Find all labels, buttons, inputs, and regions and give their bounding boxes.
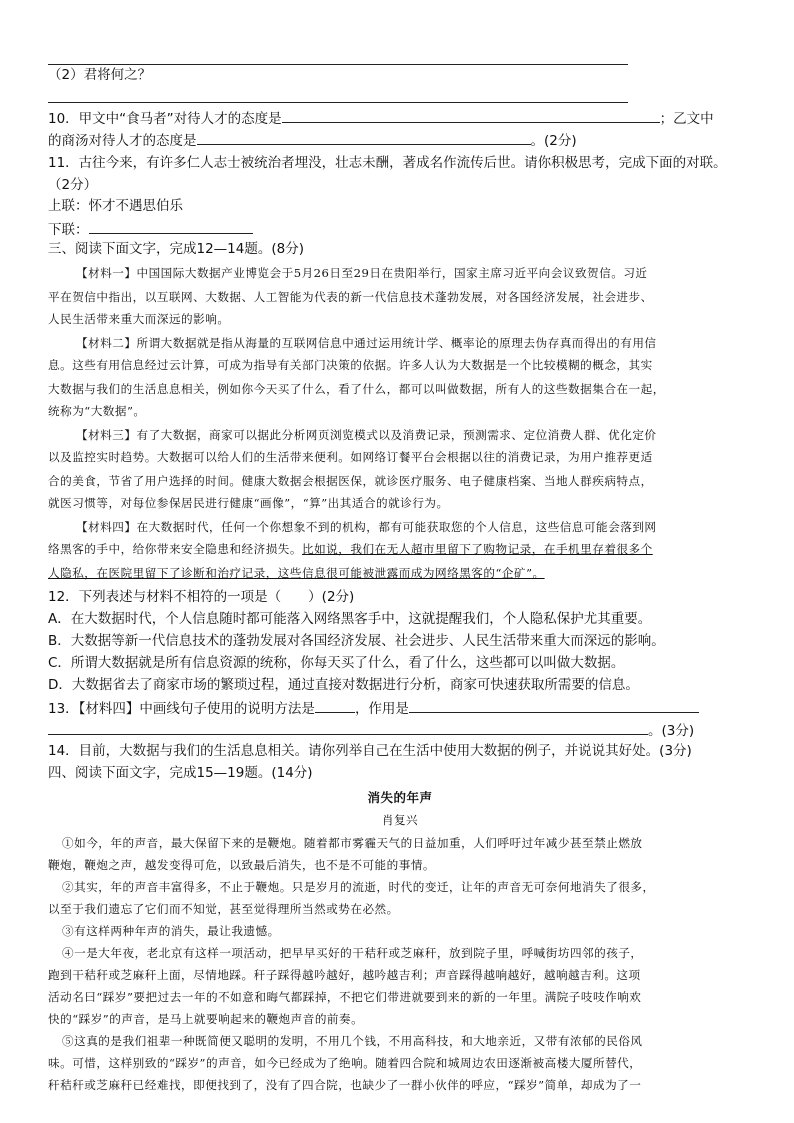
q10-text: 10．甲文中“食马者”对待人才的态度是 bbox=[48, 111, 282, 127]
q10-text: ；乙文中 bbox=[659, 111, 714, 127]
q13-line2 bbox=[48, 720, 694, 740]
section-3-heading: 三、阅读下面文字，完成12—14题。(8分) bbox=[48, 241, 304, 257]
material-line: 合的美食，节省了用户选择的时间。健康大数据会根据医保，就诊医疗服务、电子健康档案、当地人群疾病特点， bbox=[48, 474, 653, 488]
material-text: 络黑客的手中，给你带来安全隐患和经济损失。 bbox=[48, 542, 302, 556]
essay-line: 鞭炮，鞭炮之声，越发变得可危，以致最后消失，也不是不可能的事情。 bbox=[48, 858, 436, 872]
q13-text: 13．【材料四】中画线句子使用的说明方法是 bbox=[48, 701, 315, 717]
answer-blank[interactable] bbox=[315, 698, 355, 713]
q10-line2 bbox=[48, 130, 577, 150]
essay-line: ⑤这真的是我们祖辈一种既简便又聪明的发明，不用几个钱，不用高科技，和大地亲近，又带有浓郁的民俗风 bbox=[62, 1034, 643, 1048]
material-line: 人民生活带来重大而深远的影响。 bbox=[48, 312, 230, 326]
couplet-upper: 上联：怀才不遇思伯乐 bbox=[48, 198, 183, 214]
essay-line: ②其实，年的声音丰富得多，不止于鞭炮。只是岁月的流逝，时代的变迁，让年的声音无可奈何地消失了很多， bbox=[62, 880, 655, 894]
answer-line bbox=[48, 64, 628, 65]
underlined-sentence: 人隐私，在医院里留下了诊断和治疗记录，这些信息很可能被泄露而成为网络黑客的“企矿”。 bbox=[48, 566, 545, 580]
q13-score: 。(3分) bbox=[648, 723, 695, 739]
material-line: 【材料四】在大数据时代，任何一个你想象不到的机构，都有可能获取您的个人信息，这些信息可能会落到网 bbox=[76, 520, 657, 534]
q11-score: （2分） bbox=[48, 177, 98, 193]
q13-line1 bbox=[48, 698, 699, 718]
material-line: 【材料二】所谓大数据就是指从海量的互联网信息中通过运用统计学、概率论的原理去伪存真而得出的有用信 bbox=[76, 336, 657, 350]
q12-option-c[interactable]: C．所谓大数据就是所有信息资源的统称，你每天买了什么，看了什么，这些都可以叫做大数据。 bbox=[48, 655, 625, 671]
essay-line: ④一是大年夜，老北京有这样一项活动，把早早买好的干秸秆或芝麻秆，放到院子里，呼喊街坊四邻的孩子， bbox=[62, 946, 643, 960]
essay-line: 活动名曰“踩岁”要把过去一年的不如意和晦气都踩掉，不把它们带进就要到来的新的一年里。满院子吱吱作响欢 bbox=[48, 990, 642, 1004]
q10-score: 。(2分) bbox=[530, 133, 577, 149]
answer-blank[interactable] bbox=[409, 698, 699, 713]
material-line: 大数据与我们的生活息息相关，例如你今天买了什么，看了什么，都可以叫做数据，所有人的这些数据集合在一起， bbox=[48, 382, 665, 396]
material-line: 以及监控实时趋势。大数据可以给人们的生活带来便利。如网络订餐平台会根据以往的消费记录，为用户推荐更适 bbox=[48, 450, 653, 464]
material-line: 就医习惯等，对每位参保居民进行健康“画像”，“算”出其适合的就诊行为。 bbox=[48, 496, 449, 510]
q12-option-d[interactable]: D．大数据省去了商家市场的繁琐过程，通过直接对数据进行分析，商家可快速获取所需要的信息。 bbox=[48, 677, 639, 693]
q12-option-a[interactable]: A．在大数据时代，个人信息随时都可能落入网络黑客手中，这就提醒我们，个人隐私保护尤其重要。 bbox=[48, 611, 652, 627]
q13-text: ，作用是 bbox=[354, 701, 409, 717]
material-line bbox=[48, 540, 653, 558]
essay-line: 跑到干秸秆或芝麻秆上面，尽情地踩。秆子踩得越吟越好，越吟越吉利；声音踩得越响越好，越响越吉利。这项 bbox=[48, 968, 641, 982]
answer-blank[interactable] bbox=[48, 720, 648, 735]
answer-line bbox=[48, 102, 628, 103]
q11-stem: 11．古往今来，有许多仁人志士被统治者埋没，壮志未酬，著成名作流传后世。请你积极思考，完成下面的对联。 bbox=[48, 155, 727, 171]
material-line: 统称为“大数据”。 bbox=[48, 404, 146, 418]
q9-subquestion: （2）君将何之？ bbox=[48, 67, 152, 83]
q10-text: 的商汤对待人才的态度是 bbox=[48, 133, 197, 149]
essay-line: ①如今，年的声音，最大保留下来的是鞭炮。随着都市雾霾天气的日益加重，人们呼吁过年减少甚至禁止燃放 bbox=[62, 836, 643, 850]
couplet-lower bbox=[48, 219, 253, 239]
answer-blank[interactable] bbox=[197, 130, 531, 145]
essay-line: ③有这样两种年声的消失，最让我遗憾。 bbox=[62, 924, 280, 938]
couplet-lower-label: 下联： bbox=[48, 222, 89, 238]
essay-line: 以至于我们遗忘了它们而不知觉，甚至觉得理所当然或势在必然。 bbox=[48, 902, 399, 916]
essay-line: 秆秸秆或芝麻秆已经难找，即便找到了，没有了四合院，也缺少了一群小伙伴的呼应，“踩岁”简单，却成为了一 bbox=[48, 1078, 642, 1092]
q14-stem: 14．目前，大数据与我们的生活息息相关。请你列举自己在生活中使用大数据的例子，并说说其好处。(3分) bbox=[48, 743, 692, 759]
underlined-sentence: 比如说，我们在无人超市里留下了购物记录，在手机里存着很多个 bbox=[301, 542, 653, 556]
material-line: 息。这些有用信息经过云计算，可成为指导有关部门决策的依据。许多人认为大数据是一个比较模糊的概念，其实 bbox=[48, 358, 653, 372]
essay-author: 肖复兴 bbox=[381, 813, 419, 827]
essay-title: 消失的年声 bbox=[367, 790, 433, 805]
essay-line: 快的“踩岁”的声音，是马上就要响起来的鞭炮声音的前奏。 bbox=[48, 1012, 364, 1026]
answer-blank[interactable] bbox=[89, 219, 253, 234]
material-line: 【材料三】有了大数据，商家可以据此分析网页浏览模式以及消费记录，预测需求、定位消费人群、优化定价 bbox=[76, 428, 657, 442]
q10-line1 bbox=[48, 108, 714, 128]
q12-stem: 12．下列表述与材料不相符的一项是（ ）(2分) bbox=[48, 589, 355, 605]
section-4-heading: 四、阅读下面文字，完成15—19题。(14分) bbox=[48, 765, 313, 781]
material-line: 平在贺信中指出，以互联网、大数据、人工智能为代表的新一代信息技术蓬勃发展，对各国经济发展，社会进步、 bbox=[48, 290, 653, 304]
essay-line: 味。可惜，这样别致的“踩岁”的声音，如今已经成为了绝响。随着四合院和城周边农田逐渐被高楼大厦所替代， bbox=[48, 1056, 642, 1070]
material-line: 【材料一】中国国际大数据产业博览会于5月26日至29日在贵阳举行，国家主席习近平向会议致贺信。习近 bbox=[76, 266, 648, 280]
answer-blank[interactable] bbox=[282, 108, 660, 123]
q12-option-b[interactable]: B．大数据等新一代信息技术的蓬勃发展对各国经济发展、社会进步、人民生活带来重大而深远的影响。 bbox=[48, 633, 665, 649]
